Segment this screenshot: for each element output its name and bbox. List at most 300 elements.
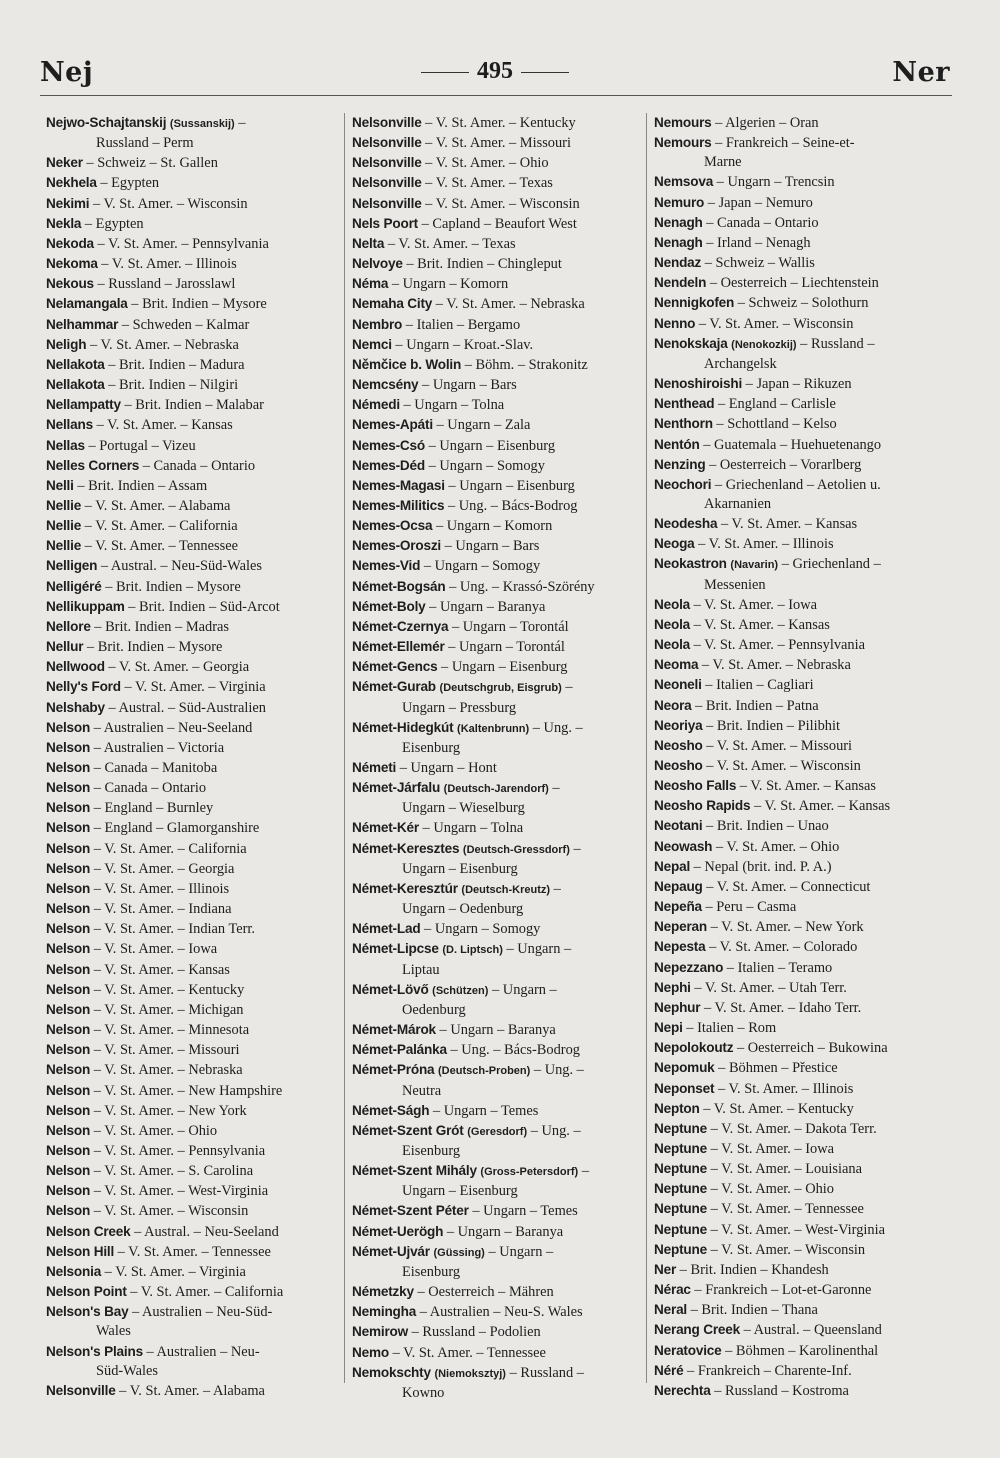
- gazetteer-entry: [46, 274, 338, 294]
- headword: Neptune: [654, 1161, 707, 1177]
- headword: Nemes-Apáti: [352, 417, 433, 433]
- headword: Nenoshiroishi: [654, 376, 743, 392]
- location-text: –: [234, 115, 246, 131]
- headword: Nenthorn: [654, 416, 713, 432]
- location-text: – Italien – Rom: [682, 1020, 777, 1037]
- alternate-name: (Niemoksztyj): [434, 1367, 506, 1380]
- headword: Neoneli: [654, 677, 702, 693]
- headword: Nendeln: [654, 275, 707, 291]
- location-text: – Ungarn – Eisenburg: [444, 477, 575, 494]
- location-continuation: Archangelsk: [704, 355, 777, 372]
- gazetteer-entry: [654, 172, 946, 192]
- alternate-name: (Deutsch-Proben): [438, 1065, 531, 1078]
- location-text: – V. St. Amer. – Pennsylvania: [90, 1142, 266, 1159]
- headword: Neoriya: [654, 717, 703, 733]
- headword: Nelsonia: [46, 1263, 102, 1279]
- gazetteer-entry: [46, 1181, 338, 1201]
- gazetteer-entry: [654, 998, 946, 1018]
- alternate-name: (Schützen): [432, 984, 489, 997]
- gazetteer-entry: [654, 857, 946, 877]
- headword: Német-Ságh: [352, 1102, 430, 1118]
- location-text: – Ungarn – Baranya: [425, 598, 546, 615]
- location-text: – Ung. –: [529, 719, 583, 736]
- location-continuation: Eisenburg: [402, 1142, 461, 1159]
- location-text: – V. St. Amer. – Louisiana: [706, 1161, 862, 1178]
- alternate-name: (Deutschgrub, Eisgrub): [439, 682, 562, 695]
- location-text: – V. St. Amer. – Missouri: [702, 737, 853, 754]
- headword: Nemcsény: [352, 377, 419, 393]
- location-text: – Italien – Bergamo: [402, 316, 521, 333]
- gazetteer-entry: [46, 395, 338, 415]
- headword: Nemokschty: [352, 1364, 431, 1380]
- gazetteer-entry: [654, 455, 946, 475]
- location-text: – V. St. Amer. – California: [90, 840, 247, 857]
- headword: Nepezzano: [654, 959, 724, 975]
- location-continuation: Ungarn – Eisenburg: [402, 1183, 518, 1200]
- header-rule: [40, 95, 952, 96]
- headword: Német-Próna: [352, 1062, 435, 1078]
- gazetteer-entry: [46, 1262, 338, 1282]
- location-text: – Schottland – Kelso: [712, 416, 837, 433]
- headword: Nelson: [46, 1122, 91, 1138]
- headword: Nellie: [46, 497, 82, 513]
- gazetteer-entry: [46, 839, 338, 859]
- gazetteer-entry: [654, 1341, 946, 1361]
- headword: Német-Gurab: [352, 679, 436, 695]
- location-text: – V. St. Amer. – Texas: [384, 235, 516, 252]
- gazetteer-entry: [654, 1361, 946, 1381]
- location-text: – V. St. Amer. – Minnesota: [90, 1022, 250, 1039]
- gazetteer-entry: [654, 113, 946, 133]
- location-text: – Nepal (brit. ind. P. A.): [690, 858, 832, 875]
- headword: Neptune: [654, 1241, 707, 1257]
- location-text: – V. St. Amer. – Connecticut: [702, 878, 871, 895]
- headword: Német-Szent Mihály: [352, 1163, 477, 1179]
- gazetteer-entry: [352, 839, 642, 879]
- headword: Német-Czernya: [352, 618, 449, 634]
- gazetteer-entry: [654, 1220, 946, 1240]
- gazetteer-entry: [352, 153, 642, 173]
- gazetteer-entry: [654, 133, 946, 172]
- gazetteer-entry: [352, 254, 642, 274]
- gazetteer-entry: [46, 778, 338, 798]
- headword: Német-Szent Péter: [352, 1203, 469, 1219]
- headword: Nenno: [654, 315, 696, 331]
- gazetteer-entry: [654, 736, 946, 756]
- gazetteer-entry: [654, 1381, 946, 1401]
- headword: Neowash: [654, 838, 713, 854]
- alternate-name: (D. Liptsch): [442, 944, 503, 957]
- location-text: – Ungarn –: [488, 981, 557, 998]
- headword: Németi: [352, 760, 397, 775]
- headword: Német-Ellemér: [352, 639, 445, 655]
- location-continuation: Akarnanien: [704, 495, 772, 512]
- gazetteer-entry: [46, 718, 338, 738]
- gazetteer-entry: [46, 1040, 338, 1060]
- gazetteer-entry: [46, 677, 338, 697]
- headword: Nelson: [46, 901, 91, 917]
- headword: Neodesha: [654, 516, 718, 532]
- headword: Német-Gencs: [352, 659, 438, 675]
- gazetteer-entry: [46, 415, 338, 435]
- gazetteer-entry: [352, 718, 642, 758]
- headword: Nelson: [46, 981, 91, 997]
- alternate-name: (Geresdorf): [467, 1125, 528, 1138]
- gazetteer-entry: [352, 1222, 642, 1242]
- headword: Németzky: [352, 1284, 414, 1300]
- gazetteer-entry: [654, 655, 946, 675]
- location-text: – V. St. Amer. – Virginia: [101, 1263, 246, 1280]
- gazetteer-entry: [46, 254, 338, 274]
- headword: Német-Lövő: [352, 981, 429, 997]
- location-continuation: Kowno: [402, 1384, 445, 1401]
- location-text: – Ungarn – Baranya: [443, 1223, 564, 1240]
- headword: Nelson: [46, 800, 91, 816]
- gazetteer-entry: [654, 334, 946, 374]
- gazetteer-entry: [654, 615, 946, 635]
- location-text: – V. St. Amer. – Illinois: [714, 1080, 854, 1097]
- gazetteer-entry: [352, 657, 642, 677]
- headword: Nemes-Ocsa: [352, 518, 433, 534]
- location-text: – Australien – Neu-Seeland: [90, 719, 253, 736]
- gazetteer-entry: [352, 939, 642, 979]
- gazetteer-entry: [46, 577, 338, 597]
- location-text: – V. St. Amer. – Kansas: [750, 798, 891, 815]
- headword: Nemirow: [352, 1324, 409, 1340]
- headword: Nelson's Bay: [46, 1304, 129, 1320]
- location-text: – Ungarn – Komorn: [432, 518, 553, 535]
- location-text: – England – Glamorganshire: [90, 820, 260, 837]
- location-text: – Ung. – Bács-Bodrog: [446, 1042, 580, 1059]
- headword: Nellampatty: [46, 397, 121, 413]
- headword: Nellas: [46, 437, 85, 453]
- headword: Němčice b. Wolin: [352, 356, 462, 372]
- gazetteer-entry: [46, 597, 338, 617]
- gazetteer-entry: [654, 374, 946, 394]
- gazetteer-entry: [352, 476, 642, 496]
- headword: Német-Ujvár: [352, 1243, 430, 1259]
- gazetteer-entry: [46, 1381, 338, 1401]
- location-text: – V. St. Amer. – Nebraska: [698, 657, 851, 674]
- location-text: – Italien – Cagliari: [701, 677, 814, 694]
- headword: Nelson: [46, 941, 91, 957]
- headword: Német-Keresztes: [352, 840, 460, 856]
- location-text: – V. St. Amer. – West-Virginia: [90, 1183, 269, 1200]
- gazetteer-entry: [46, 153, 338, 173]
- location-text: – Böhmen – Přestice: [714, 1060, 838, 1077]
- location-text: – V. St. Amer. – Pennsylvania: [690, 637, 865, 654]
- headword: Nerang Creek: [654, 1322, 740, 1338]
- location-text: – V. St. Amer. – Georgia: [90, 860, 235, 877]
- gazetteer-entry: [654, 1179, 946, 1199]
- gazetteer-entry: [352, 415, 642, 435]
- headword: Nelson: [46, 760, 91, 775]
- headword: Nelson: [46, 860, 91, 876]
- location-continuation: Marne: [704, 154, 742, 171]
- location-text: – Austral. – Neu-Seeland: [130, 1223, 279, 1240]
- gazetteer-entry: [352, 597, 642, 617]
- location-continuation: Liptau: [402, 961, 440, 978]
- headword: Nelson: [46, 1203, 91, 1219]
- headword: Német-Szent Grót: [352, 1122, 464, 1138]
- headword: Német-Lad: [352, 921, 421, 937]
- location-text: – V. St. Amer. – Illinois: [694, 536, 834, 553]
- headword: Nelles Corners: [46, 457, 140, 473]
- gazetteer-entry: [654, 877, 946, 897]
- location-text: – Ungarn – Bars: [441, 538, 540, 555]
- headword: Neperan: [654, 919, 707, 935]
- gazetteer-entry: [46, 1060, 338, 1080]
- headword: Neora: [654, 697, 692, 713]
- location-text: – Ungarn – Eisenburg: [425, 437, 556, 454]
- location-continuation: Ungarn – Pressburg: [402, 699, 517, 716]
- headword: Nemours: [654, 135, 712, 151]
- location-text: – V. St. Amer. – West-Virginia: [706, 1221, 885, 1238]
- gazetteer-entry: [654, 978, 946, 998]
- headword: Neptune: [654, 1120, 707, 1136]
- location-text: – V. St. Amer. – Kansas: [92, 417, 233, 434]
- location-text: – Ungarn – Trencsin: [713, 174, 835, 191]
- headword: Nephi: [654, 979, 691, 995]
- gazetteer-entry: [654, 1139, 946, 1159]
- headword: Német-Bogsán: [352, 578, 446, 594]
- gazetteer-entry: [46, 1081, 338, 1101]
- headword: Neratovice: [654, 1342, 722, 1358]
- gazetteer-entry: [46, 617, 338, 637]
- headword: Nekhela: [46, 175, 97, 191]
- gazetteer-entry: [46, 536, 338, 556]
- location-text: – Ungarn – Bars: [418, 377, 517, 394]
- headword: Nelson: [46, 880, 91, 896]
- gazetteer-entry: [352, 234, 642, 254]
- location-text: – Russland – Podolien: [408, 1324, 541, 1341]
- location-text: – V. St. Amer. – Kansas: [736, 778, 876, 795]
- gazetteer-entry: [352, 778, 642, 818]
- headword: Nelson: [46, 1163, 91, 1179]
- headword: Nelligéré: [46, 578, 102, 594]
- alternate-name: (Deutsch-Gressdorf): [462, 843, 570, 856]
- alternate-name: (Güssing): [433, 1246, 485, 1259]
- gazetteer-entry: [654, 293, 946, 313]
- location-text: – V. St. Amer. – New York: [90, 1102, 247, 1119]
- location-text: – Brit. Indien – Patna: [691, 697, 819, 714]
- gazetteer-entry: [352, 456, 642, 476]
- location-text: – Portugal – Vizeu: [84, 437, 196, 454]
- gazetteer-entry: [46, 698, 338, 718]
- headword: Nentón: [654, 436, 700, 452]
- gazetteer-entry: [352, 879, 642, 919]
- gazetteer-entry: [654, 314, 946, 334]
- location-text: – Brit. Indien – Madura: [104, 356, 245, 373]
- location-text: – Ung. –: [530, 1062, 584, 1079]
- headword: Német-Boly: [352, 598, 426, 614]
- location-text: – V. St. Amer. – Nebraska: [90, 1062, 243, 1079]
- gazetteer-entry: [46, 657, 338, 677]
- gazetteer-entry: [654, 756, 946, 776]
- gazetteer-entry: [46, 456, 338, 476]
- headword: Neosho Rapids: [654, 798, 751, 814]
- headword: Nelson Point: [46, 1284, 127, 1300]
- headword: Nelhammar: [46, 316, 119, 332]
- location-text: – Frankreich – Seine-et-: [711, 135, 855, 152]
- gazetteer-entry: [654, 193, 946, 213]
- gazetteer-entry: [352, 1040, 642, 1060]
- headword: Neral: [654, 1302, 688, 1318]
- headword: Nellakota: [46, 377, 105, 393]
- gazetteer-entry: [654, 1099, 946, 1119]
- headword: Néré: [654, 1362, 684, 1378]
- headword: Nelson: [46, 1183, 91, 1199]
- gazetteer-entry: [46, 859, 338, 879]
- headword: Nemes-Vid: [352, 558, 421, 574]
- location-text: – V. St. Amer. – S. Carolina: [90, 1163, 254, 1180]
- headword: Nelson: [46, 1062, 91, 1078]
- location-text: – V. St. Amer. – Ohio: [90, 1122, 218, 1139]
- gazetteer-entry: [654, 1199, 946, 1219]
- location-text: – Brit. Indien – Mysore: [83, 639, 223, 656]
- headword: Neosho Falls: [654, 778, 737, 794]
- headword: Nemsova: [654, 174, 714, 190]
- headword: Nemuro: [654, 194, 705, 210]
- location-text: – V. St. Amer. – Kentucky: [699, 1100, 854, 1117]
- headword: Nelamangala: [46, 296, 128, 312]
- headword: Nenagh: [654, 234, 703, 250]
- headword: Nelson: [46, 1022, 91, 1038]
- gazetteer-entry: [352, 758, 642, 778]
- gazetteer-entry: [654, 937, 946, 957]
- headword: Német-Palánka: [352, 1042, 447, 1058]
- location-text: – V. St. Amer. – Ohio: [421, 155, 549, 172]
- location-text: – Griechenland – Aetolien u.: [711, 476, 881, 493]
- gazetteer-entry: [352, 677, 642, 717]
- headword: Neptune: [654, 1140, 707, 1156]
- location-text: – Italien – Teramo: [723, 959, 833, 976]
- headword: Nemes-Déd: [352, 457, 425, 473]
- location-text: – V. St. Amer. – New York: [707, 919, 864, 936]
- headword: Nellore: [46, 618, 91, 634]
- location-text: – V. St. Amer. – Colorado: [705, 939, 858, 956]
- gazetteer-entry: [352, 1060, 642, 1100]
- location-text: – Schweiz – St. Gallen: [82, 155, 218, 172]
- headword: Nellakota: [46, 356, 105, 372]
- gazetteer-entry: [654, 1038, 946, 1058]
- headword: Nellur: [46, 639, 84, 655]
- location-text: – Brit. Indien – Thana: [687, 1302, 818, 1319]
- headword: Nejwo-Schajtanskij: [46, 115, 167, 130]
- gazetteer-entry: [46, 436, 338, 456]
- gazetteer-entry: [352, 818, 642, 838]
- gazetteer-entry: [352, 1201, 642, 1221]
- location-text: – Brit. Indien – Mysore: [101, 578, 241, 595]
- gazetteer-entry: [46, 1121, 338, 1141]
- gazetteer-entry: [46, 798, 338, 818]
- location-text: – Ung. –: [527, 1122, 581, 1139]
- entry-column-1: [46, 113, 338, 1401]
- headword: Nelson: [46, 780, 91, 796]
- headword: Nemes-Magasi: [352, 477, 445, 493]
- gazetteer-entry: [46, 496, 338, 516]
- location-text: – Australien – Neu-: [142, 1343, 260, 1360]
- location-text: – V. St. Amer. – California: [126, 1284, 284, 1301]
- headword: Neker: [46, 155, 83, 171]
- headword: Néma: [352, 276, 389, 292]
- location-text: – Böhmen – Karolinenthal: [721, 1342, 879, 1359]
- headword: Nelson: [46, 1001, 91, 1017]
- location-text: – Brit. Indien – Assam: [73, 477, 208, 494]
- gazetteer-entry: [654, 837, 946, 857]
- location-text: – V. St. Amer. – Nebraska: [86, 336, 239, 353]
- gazetteer-entry: [352, 1242, 642, 1282]
- alternate-name: (Nenokozkij): [731, 338, 797, 351]
- gazetteer-entry: [352, 335, 642, 355]
- headword: Nelson: [46, 820, 91, 836]
- location-text: – Canada – Manitoba: [90, 760, 218, 776]
- headword: Nelson: [46, 1082, 91, 1098]
- gazetteer-entry: [352, 1343, 642, 1363]
- headword: Nepeña: [654, 899, 702, 915]
- location-text: – Egypten: [81, 215, 144, 232]
- location-text: – Capland – Beaufort West: [417, 215, 577, 232]
- location-text: – V. St. Amer. – Indian Terr.: [90, 921, 256, 938]
- location-text: – Ungarn – Kroat.-Slav.: [391, 336, 534, 353]
- location-text: – V. St. Amer. – Idaho Terr.: [700, 999, 862, 1016]
- location-text: – Brit. Indien – Unao: [702, 818, 829, 835]
- gazetteer-entry: [46, 939, 338, 959]
- location-text: – V. St. Amer. – Kansas: [717, 516, 858, 533]
- gazetteer-entry: [352, 1121, 642, 1161]
- gazetteer-entry: [46, 879, 338, 899]
- headword: Nelson: [46, 739, 91, 755]
- headword: Nelshaby: [46, 699, 105, 715]
- gazetteer-entry: [46, 113, 338, 153]
- location-continuation: Ungarn – Wieselburg: [402, 800, 525, 817]
- gazetteer-entry: [654, 394, 946, 414]
- headword: Nelson Hill: [46, 1243, 115, 1259]
- location-text: – Russland – Kostroma: [710, 1382, 849, 1399]
- gazetteer-entry: [654, 716, 946, 736]
- gazetteer-entry: [46, 1161, 338, 1181]
- gazetteer-entry: [654, 595, 946, 615]
- location-text: – V. St. Amer. – Tennessee: [114, 1243, 271, 1260]
- location-text: – Ungarn – Temes: [429, 1102, 539, 1119]
- location-text: – Russland – Jarosslawl: [93, 276, 236, 293]
- gazetteer-entry: [352, 214, 642, 234]
- gazetteer-entry: [46, 556, 338, 576]
- gazetteer-entry: [46, 173, 338, 193]
- location-text: – Ungarn – Komorn: [388, 276, 509, 293]
- location-text: – V. St. Amer. – Tennessee: [388, 1344, 546, 1361]
- location-text: – Brit. Indien – Mysore: [127, 296, 267, 313]
- headword: Nekla: [46, 215, 82, 231]
- location-text: – Ungarn –: [484, 1243, 554, 1260]
- location-text: – Canada – Ontario: [90, 780, 207, 797]
- location-text: – Russland –: [505, 1364, 584, 1381]
- location-text: – Irland – Nenagh: [702, 234, 811, 251]
- gazetteer-entry: [46, 1282, 338, 1302]
- headword: Neptune: [654, 1221, 707, 1237]
- gazetteer-entry: [352, 1161, 642, 1201]
- location-text: – Ungarn – Baranya: [435, 1022, 556, 1039]
- location-text: – England – Carlisle: [714, 396, 836, 413]
- gazetteer-entry: [352, 1363, 642, 1403]
- headword: Nelta: [352, 235, 385, 251]
- location-text: – Griechenland –: [778, 556, 881, 573]
- location-text: – V. St. Amer. – Ohio: [712, 838, 840, 855]
- location-text: – Ungarn – Tolna: [399, 397, 505, 414]
- gazetteer-entry: [654, 1280, 946, 1300]
- location-text: – Egypten: [96, 175, 160, 192]
- gazetteer-entry: [352, 395, 642, 415]
